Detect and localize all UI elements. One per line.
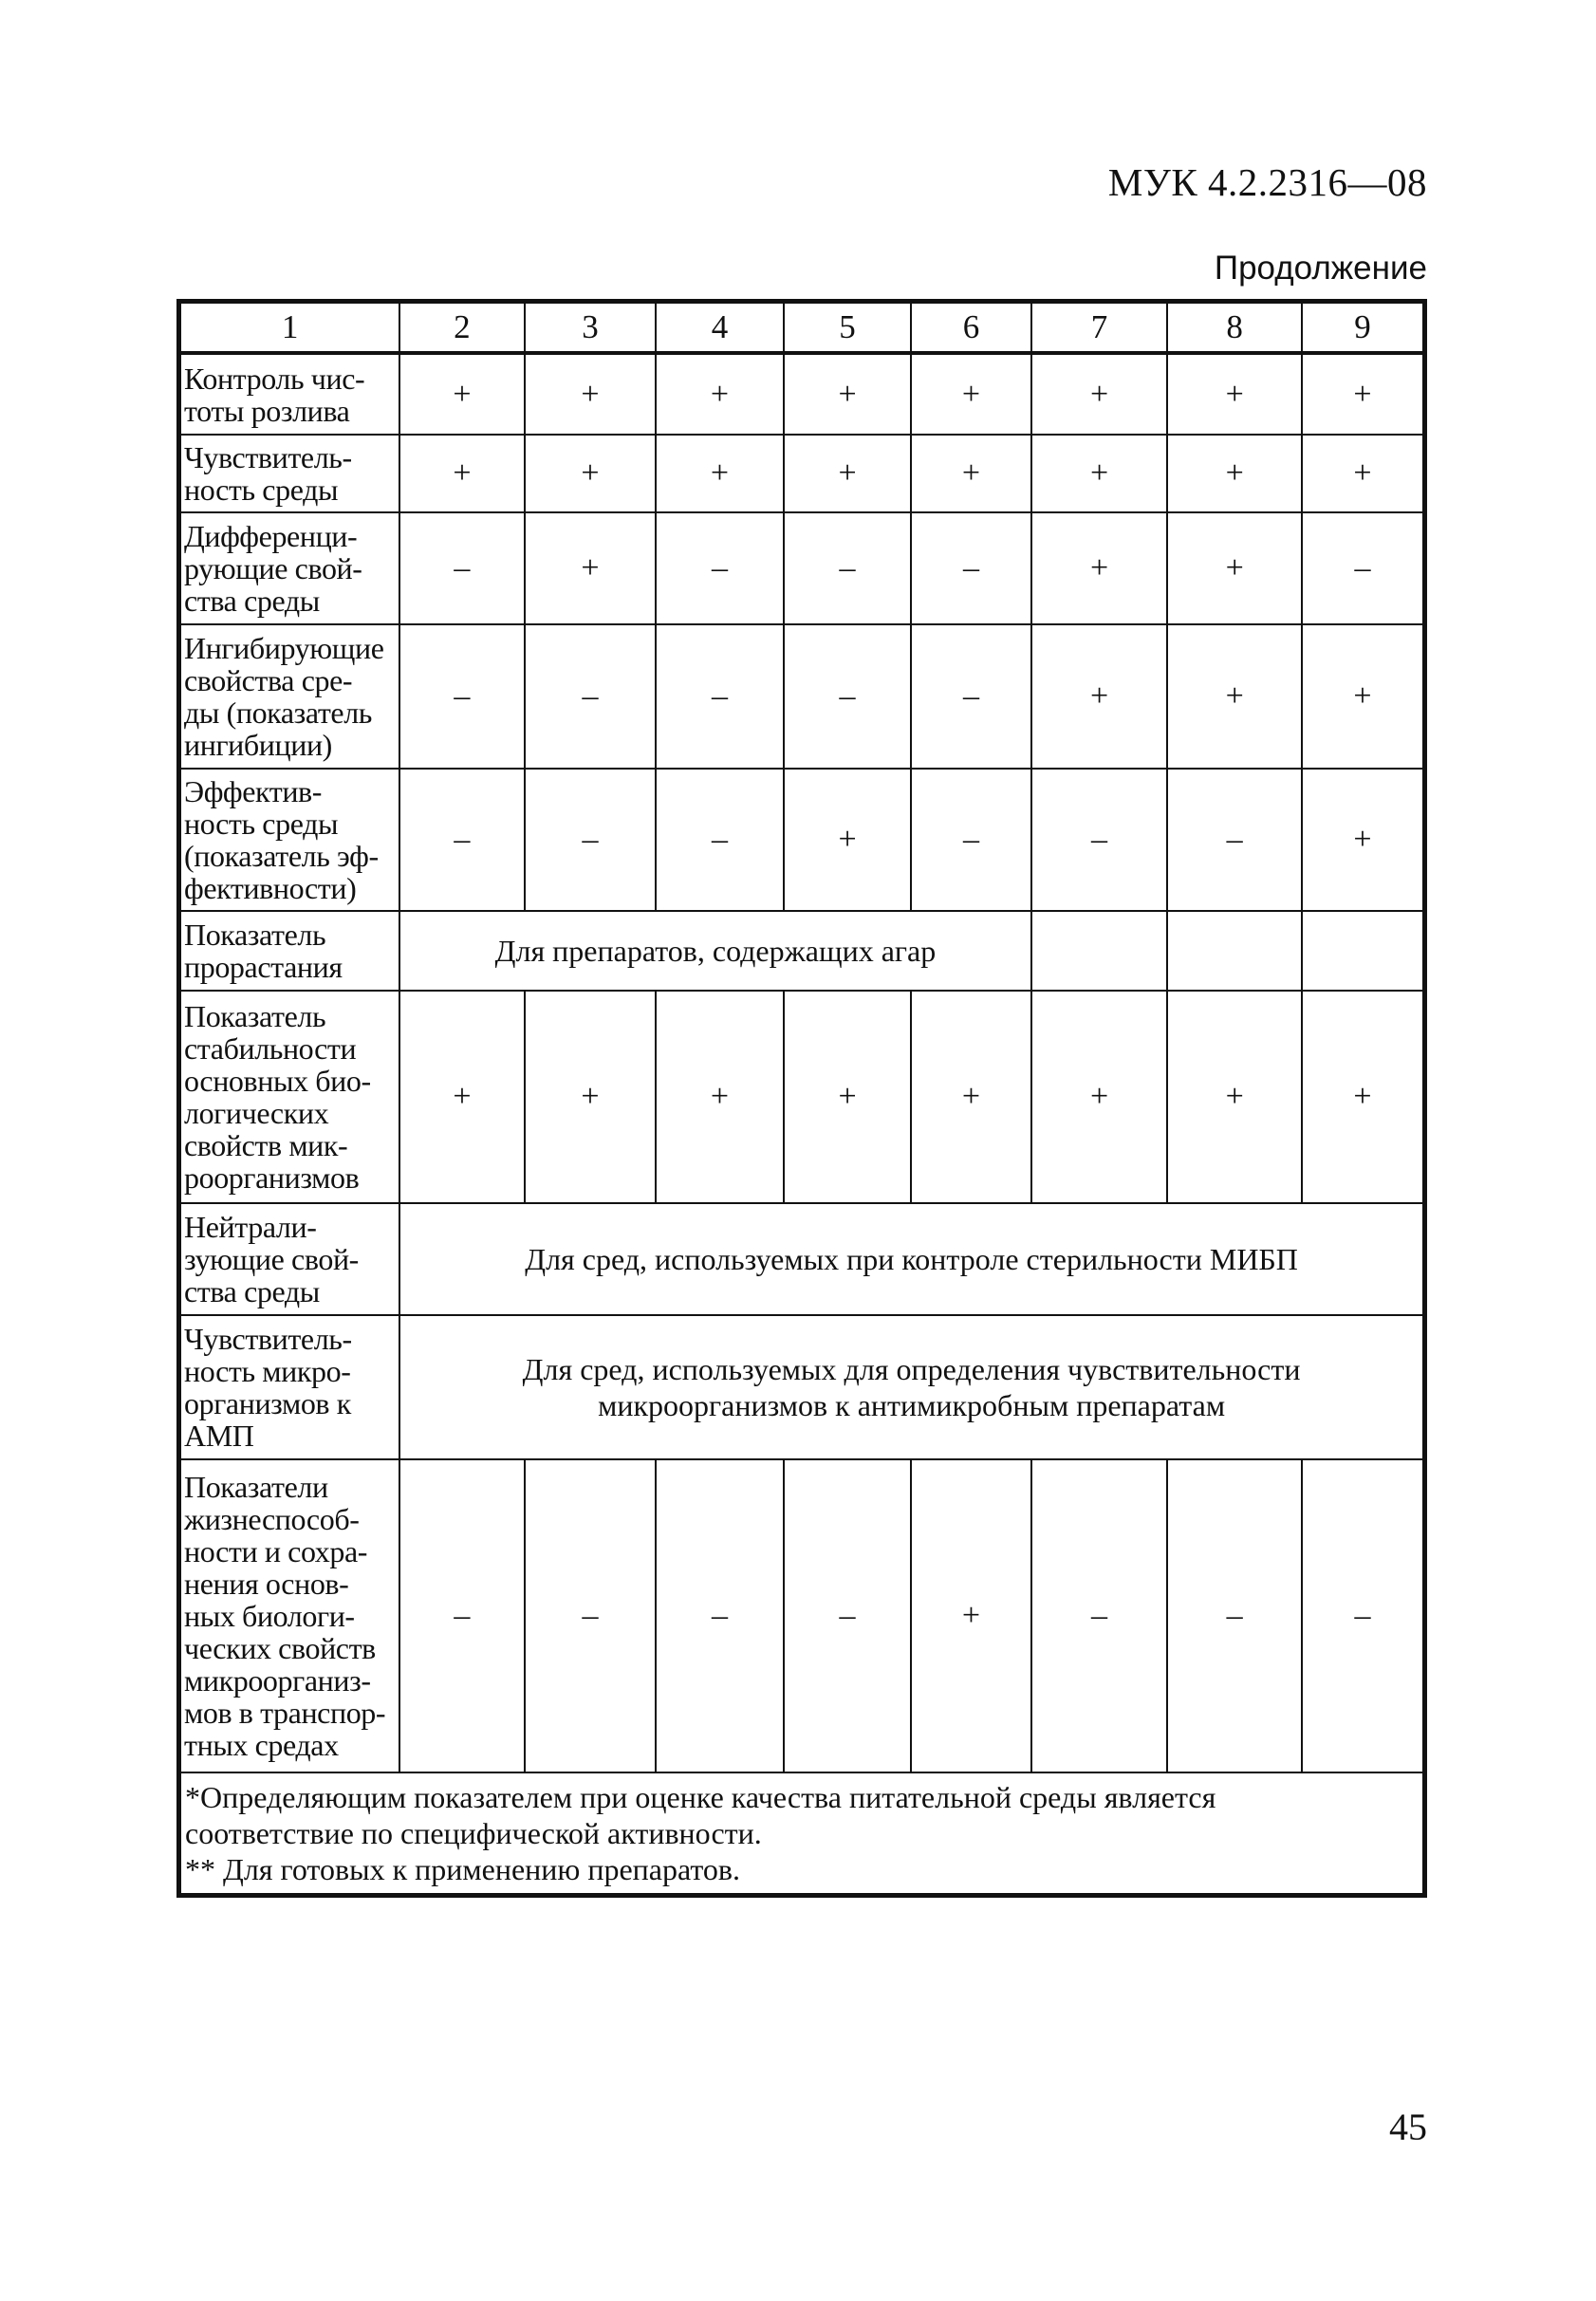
table-row [179,1315,1425,1459]
mark-cell: + [399,435,525,512]
column-header-8: 8 [1167,302,1302,354]
column-header-5: 5 [784,302,912,354]
mark-cell: + [1302,624,1425,769]
mark-cell: – [784,512,912,624]
column-header-9: 9 [1302,302,1425,354]
mark-cell: – [656,769,784,911]
mark-cell: – [656,512,784,624]
mark-cell: + [1302,435,1425,512]
mark-cell: + [784,991,912,1203]
spanning-note-cell: Для сред, используемых при контроле стерильности МИБП [399,1203,1424,1315]
row-label: Контроль чис- тоты розлива [179,353,400,435]
column-header-4: 4 [656,302,784,354]
mark-cell: + [1302,353,1425,435]
page-number: 45 [1389,2106,1427,2148]
spanning-note-cell: Для сред, используемых для определения чувствительности микроорганизмов к антимикробным препаратам [399,1315,1424,1459]
notes-row [179,1772,1425,1896]
row-label: Ингибирующие свойства сре- ды (показатель ингибиции) [179,624,400,769]
mark-cell: – [399,624,525,769]
table-row [179,911,1425,991]
mark-cell: – [1031,769,1168,911]
mark-cell: + [525,512,657,624]
mark-cell: – [525,1459,657,1772]
column-header-7: 7 [1031,302,1168,354]
footnote-asterisk: соответствие по специфической активности. [185,1816,762,1850]
table-row [179,991,1425,1203]
mark-cell: + [784,435,912,512]
mark-cell: + [1302,769,1425,911]
mark-cell: – [784,1459,912,1772]
mark-cell: – [656,624,784,769]
mark-cell: + [911,435,1030,512]
mark-cell: + [399,353,525,435]
mark-cell: – [1031,1459,1168,1772]
row-label: Показатели жизнеспособ- ности и сохра- нения основ- ных биологи- ческих свойств микроорганиз- мов в транспор- тных средах [179,1459,400,1772]
mark-cell: – [399,512,525,624]
column-header-1: 1 [179,302,400,354]
mark-cell: – [911,512,1030,624]
table-row [179,624,1425,769]
row-label: Показатель прорастания [179,911,400,991]
mark-cell: + [656,353,784,435]
table-row [179,512,1425,624]
mark-cell: – [784,624,912,769]
row-label: Показатель стабильности основных био- логических свойств мик- роорганизмов [179,991,400,1203]
mark-cell: + [911,1459,1030,1772]
row-label: Чувствитель- ность микро- организмов к АМП [179,1315,400,1459]
mark-cell: + [399,991,525,1203]
indicators-table [176,299,1427,1898]
mark-cell: + [1031,624,1168,769]
footnote-double-asterisk: ** Для готовых к применению препаратов. [185,1852,741,1886]
mark-cell: – [399,1459,525,1772]
mark-cell: + [1031,991,1168,1203]
footnote-asterisk: *Определяющим показателем при оценке качества питательной среды является [185,1780,1216,1814]
mark-cell: – [525,624,657,769]
indicators-table-container [176,299,1427,1898]
mark-cell: + [1167,435,1302,512]
mark-cell: + [525,353,657,435]
empty-cell [1302,911,1425,991]
mark-cell: + [525,991,657,1203]
mark-cell: + [784,353,912,435]
continuation-label: Продолжение [1214,250,1427,287]
mark-cell: – [525,769,657,911]
mark-cell: + [1302,991,1425,1203]
mark-cell: – [1302,512,1425,624]
column-header-2: 2 [399,302,525,354]
mark-cell: – [1302,1459,1425,1772]
mark-cell: + [1031,512,1168,624]
empty-cell [1167,911,1302,991]
mark-cell: + [525,435,657,512]
column-header-3: 3 [525,302,657,354]
mark-cell: + [1031,353,1168,435]
table-row [179,1203,1425,1315]
table-notes [179,1772,1425,1896]
mark-cell: + [784,769,912,911]
row-label: Дифференци- рующие свой- ства среды [179,512,400,624]
row-label: Эффектив- ность среды (показатель эф- фективности) [179,769,400,911]
mark-cell: + [1031,435,1168,512]
column-number-row [179,302,1425,354]
mark-cell: – [1167,769,1302,911]
table-row [179,769,1425,911]
column-header-6: 6 [911,302,1030,354]
mark-cell: – [399,769,525,911]
mark-cell: – [656,1459,784,1772]
document-code: МУК 4.2.2316—08 [1107,160,1427,204]
mark-cell: + [911,353,1030,435]
table-row [179,353,1425,435]
table-row [179,435,1425,512]
row-label: Чувствитель- ность среды [179,435,400,512]
mark-cell: + [656,991,784,1203]
mark-cell: + [1167,512,1302,624]
spanning-note-cell: Для препаратов, содержащих агар [399,911,1031,991]
mark-cell: – [911,769,1030,911]
mark-cell: + [1167,353,1302,435]
mark-cell: + [1167,624,1302,769]
row-label: Нейтрали- зующие свой- ства среды [179,1203,400,1315]
table-row [179,1459,1425,1772]
mark-cell: + [656,435,784,512]
mark-cell: + [911,991,1030,1203]
mark-cell: – [1167,1459,1302,1772]
mark-cell: + [1167,991,1302,1203]
mark-cell: – [911,624,1030,769]
empty-cell [1031,911,1168,991]
